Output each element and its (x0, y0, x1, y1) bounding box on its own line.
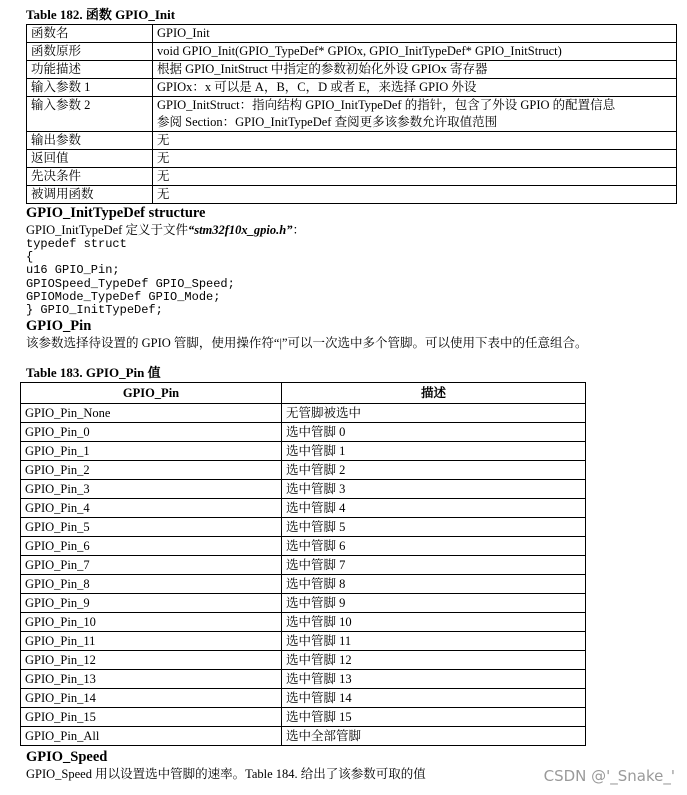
param-key: 功能描述 (27, 61, 153, 79)
code-line: } GPIO_InitTypeDef; (26, 303, 163, 318)
table-row (27, 61, 677, 79)
param-value-text: 无 (157, 169, 170, 183)
pin-name-cell: GPIO_Pin_14 (21, 689, 282, 708)
table-row (27, 132, 677, 150)
param-key: 被调用函数 (27, 186, 153, 204)
pin-name-cell: GPIO_Pin_9 (21, 594, 282, 613)
gpio-pin-table (20, 382, 586, 746)
header-gpio-pin: GPIO_Pin (21, 383, 282, 404)
table-row (21, 480, 586, 499)
gpio-init-table (26, 24, 677, 204)
table-row (21, 651, 586, 670)
speed-section-desc: GPIO_Speed 用以设置选中管脚的速率。Table 184. 给出了该参数可取的值 (26, 767, 426, 782)
table182-caption: Table 182. 函数 GPIO_Init (26, 7, 176, 22)
param-value (153, 186, 677, 204)
pin-name-cell: GPIO_Pin_4 (21, 499, 282, 518)
pin-name-cell: GPIO_Pin_3 (21, 480, 282, 499)
code-line: u16 GPIO_Pin; (26, 263, 120, 278)
pin-desc-cell: 选中管脚 7 (282, 556, 586, 575)
table-row (21, 537, 586, 556)
table-row (21, 499, 586, 518)
param-key: 输入参数 2 (27, 97, 153, 132)
param-value-text: 根据 GPIO_InitStruct 中指定的参数初始化外设 GPIOx 寄存器 (157, 62, 488, 76)
param-value-text: GPIOx：x 可以是 A，B，C，D 或者 E，来选择 GPIO 外设 (157, 80, 477, 94)
param-value-text: GPIO_InitStruct：指向结构 GPIO_InitTypeDef 的指针，包含了外设 GPIO 的配置信息 (157, 98, 616, 112)
table-row (27, 43, 677, 61)
table-row (21, 613, 586, 632)
code-line: GPIOMode_TypeDef GPIO_Mode; (26, 289, 221, 304)
struct-intro-prefix: GPIO_InitTypeDef 定义于文件 (26, 223, 188, 237)
table183-caption: Table 183. GPIO_Pin 值 (26, 365, 161, 381)
pin-name-cell: GPIO_Pin_None (21, 404, 282, 423)
pin-name-cell: GPIO_Pin_13 (21, 670, 282, 689)
table-row (21, 575, 586, 594)
param-key: 输入参数 1 (27, 79, 153, 97)
param-value-text: GPIO_Init (157, 26, 210, 40)
pin-section-desc: 该参数选择待设置的 GPIO 管脚，使用操作符“|”可以一次选中多个管脚。可以使用下表中的任意组合。 (26, 336, 588, 351)
struct-intro-suffix: ： (292, 223, 305, 237)
pin-desc-cell: 选中管脚 11 (282, 632, 586, 651)
pin-desc-cell: 选中管脚 15 (282, 708, 586, 727)
param-value (153, 25, 677, 43)
param-key: 输出参数 (27, 132, 153, 150)
pin-desc-cell: 选中管脚 0 (282, 423, 586, 442)
param-value (153, 168, 677, 186)
pin-desc-cell: 选中管脚 13 (282, 670, 586, 689)
pin-name-cell: GPIO_Pin_12 (21, 651, 282, 670)
pin-name-cell: GPIO_Pin_15 (21, 708, 282, 727)
pin-desc-cell: 选中管脚 8 (282, 575, 586, 594)
param-key: 返回值 (27, 150, 153, 168)
param-key: 函数原形 (27, 43, 153, 61)
pin-name-cell: GPIO_Pin_1 (21, 442, 282, 461)
param-value (153, 61, 677, 79)
pin-desc-cell: 无管脚被选中 (282, 404, 586, 423)
code-line: { (26, 250, 34, 265)
pin-desc-cell: 选中管脚 4 (282, 499, 586, 518)
pin-section-title: GPIO_Pin (26, 318, 92, 335)
pin-name-cell: GPIO_Pin_10 (21, 613, 282, 632)
header-description: 描述 (282, 383, 586, 404)
param-value-text: 无 (157, 151, 170, 165)
struct-intro-file: “stm32f10x_gpio.h” (187, 223, 293, 237)
table-row (21, 556, 586, 575)
struct-section-title: GPIO_InitTypeDef structure (26, 205, 206, 221)
table-row (21, 670, 586, 689)
pin-name-cell: GPIO_Pin_All (21, 727, 282, 746)
pin-name-cell: GPIO_Pin_8 (21, 575, 282, 594)
table-row (27, 150, 677, 168)
code-line: GPIOSpeed_TypeDef GPIO_Speed; (26, 276, 235, 291)
pin-desc-cell: 选中管脚 2 (282, 461, 586, 480)
table-row (27, 25, 677, 43)
param-value (153, 132, 677, 150)
table-header-row (21, 383, 586, 404)
param-key: 函数名 (27, 25, 153, 43)
code-line: typedef struct (26, 237, 127, 251)
table-row (27, 168, 677, 186)
pin-desc-cell: 选中管脚 12 (282, 651, 586, 670)
struct-code-block (26, 238, 676, 317)
pin-name-cell: GPIO_Pin_2 (21, 461, 282, 480)
param-value-text: 无 (157, 187, 170, 201)
pin-name-cell: GPIO_Pin_7 (21, 556, 282, 575)
table-row (21, 404, 586, 423)
param-value-text: 无 (157, 133, 170, 147)
speed-section-title: GPIO_Speed (26, 749, 108, 766)
document-page (26, 6, 676, 782)
table-row (27, 79, 677, 97)
pin-desc-cell: 选中管脚 5 (282, 518, 586, 537)
param-value (153, 79, 677, 97)
pin-desc-cell: 选中管脚 3 (282, 480, 586, 499)
param-value (153, 43, 677, 61)
table-row (27, 186, 677, 204)
pin-desc-cell: 选中管脚 9 (282, 594, 586, 613)
table-row (21, 632, 586, 651)
pin-desc-cell: 选中管脚 14 (282, 689, 586, 708)
pin-name-cell: GPIO_Pin_11 (21, 632, 282, 651)
pin-name-cell: GPIO_Pin_0 (21, 423, 282, 442)
table-row (21, 708, 586, 727)
param-value (153, 150, 677, 168)
table-row (21, 518, 586, 537)
pin-desc-cell: 选中管脚 10 (282, 613, 586, 632)
table-row (21, 594, 586, 613)
pin-name-cell: GPIO_Pin_5 (21, 518, 282, 537)
table-row (21, 442, 586, 461)
param-value-text: void GPIO_Init(GPIO_TypeDef* GPIOx, GPIO_InitTypeDef* GPIO_InitStruct) (157, 44, 562, 58)
table-row (21, 461, 586, 480)
param-value-text-2: 参阅 Section：GPIO_InitTypeDef 查阅更多该参数允许取值范围 (157, 115, 498, 129)
table-row (27, 97, 677, 132)
pin-desc-cell: 选中管脚 1 (282, 442, 586, 461)
struct-intro (26, 222, 676, 238)
pin-desc-cell: 选中全部管脚 (282, 727, 586, 746)
param-key: 先决条件 (27, 168, 153, 186)
table-row (21, 727, 586, 746)
pin-name-cell: GPIO_Pin_6 (21, 537, 282, 556)
table-row (21, 423, 586, 442)
pin-desc-cell: 选中管脚 6 (282, 537, 586, 556)
param-value (153, 97, 677, 132)
table-row (21, 689, 586, 708)
csdn-watermark: CSDN @'_Snake_' (543, 767, 675, 785)
